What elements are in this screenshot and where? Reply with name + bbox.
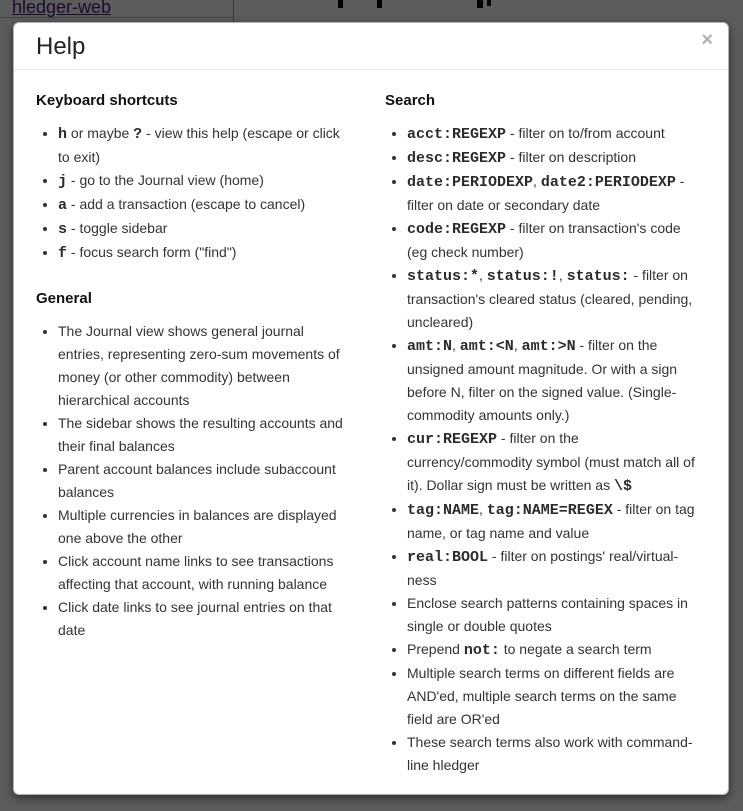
code-token: j xyxy=(58,173,68,190)
text-run: - view this help (escape or click to exit) xyxy=(58,125,340,165)
search-list xyxy=(385,122,710,777)
text-run: , xyxy=(533,173,541,189)
keyboard-shortcuts-list xyxy=(36,122,361,265)
list-item xyxy=(58,458,353,504)
list-item xyxy=(407,638,702,662)
text-run: These search terms also work with command-line hledger xyxy=(407,734,693,773)
list-item xyxy=(407,170,702,217)
general-heading: General xyxy=(36,290,92,307)
modal-header xyxy=(14,23,728,70)
code-token: date:PERIODEXP xyxy=(407,174,534,191)
list-item xyxy=(407,217,702,264)
code-token: desc:REGEXP xyxy=(407,150,507,167)
text-run: , xyxy=(479,267,487,283)
text-run: Enclose search patterns containing spaces in single or double quotes xyxy=(407,595,688,634)
code-token: s xyxy=(58,221,68,238)
column-left xyxy=(36,91,361,777)
text-run: The Journal view shows general journal entries, representing zero-sum movements of money (or other commodity) between hierarchical accounts xyxy=(58,323,340,408)
text-run: Prepend xyxy=(407,641,464,657)
text-run: - filter on date or secondary date xyxy=(407,173,685,213)
list-item xyxy=(58,241,353,265)
list-item xyxy=(58,169,353,193)
code-token: \$ xyxy=(613,478,632,495)
text-run: - filter on transaction's cleared status (cleared, pending, uncleared) xyxy=(407,267,693,330)
text-run: or maybe xyxy=(67,125,134,141)
modal-title: Help xyxy=(36,33,86,60)
list-item xyxy=(407,146,702,170)
column-right xyxy=(385,91,710,777)
text-run: The sidebar shows the resulting accounts and their final balances xyxy=(58,415,343,454)
list-item xyxy=(58,412,353,458)
text-run: - filter on tag name, or tag name and value xyxy=(407,501,695,541)
modal-body xyxy=(14,70,728,795)
text-run: - add a transaction (escape to cancel) xyxy=(67,196,306,212)
text-run: Click account name links to see transactions affecting that account, with running balance xyxy=(58,553,334,592)
code-token: ? xyxy=(133,126,143,143)
code-token: status: xyxy=(566,268,630,285)
list-item xyxy=(407,545,702,592)
code-token: a xyxy=(58,197,68,214)
code-token: date2:PERIODEXP xyxy=(540,174,676,191)
text-run: Parent account balances include subaccount balances xyxy=(58,461,336,500)
list-item xyxy=(58,596,353,642)
section-general xyxy=(36,289,361,642)
text-run: - filter on postings' real/virtual-ness xyxy=(407,548,679,588)
text-run: - go to the Journal view (home) xyxy=(67,172,264,188)
code-token: cur:REGEXP xyxy=(407,431,498,448)
text-run: , xyxy=(479,501,487,517)
list-item xyxy=(58,193,353,217)
text-run: Multiple search terms on different fields are AND'ed, multiple search terms on the same field are OR'ed xyxy=(407,665,677,727)
code-token: status:! xyxy=(486,268,559,285)
text-run: Multiple currencies in balances are displayed one above the other xyxy=(58,507,337,546)
list-item xyxy=(58,320,353,412)
code-token: code:REGEXP xyxy=(407,221,507,238)
text-run: Click date links to see journal entries on that date xyxy=(58,599,332,638)
text-run: , xyxy=(558,267,567,283)
text-run: to negate a search term xyxy=(499,641,652,657)
code-token: tag:NAME=REGEX xyxy=(486,502,613,519)
text-run: - filter on transaction's code (eg check number) xyxy=(407,220,681,260)
text-run: - filter on the currency/commodity symbol (must match all of it). Dollar sign must be written as xyxy=(407,430,695,493)
code-token: acct:REGEXP xyxy=(407,126,507,143)
list-item xyxy=(407,264,702,334)
list-item xyxy=(407,662,702,731)
code-token: status:* xyxy=(407,268,480,285)
section-search xyxy=(385,91,710,777)
text-run: - filter on the unsigned amount magnitude. Or with a sign before N, filter on the signed value. (Single-commodity amounts only.) xyxy=(407,337,678,423)
list-item xyxy=(58,504,353,550)
code-token: not: xyxy=(463,642,500,659)
text-run: , xyxy=(452,337,460,353)
list-item xyxy=(58,217,353,241)
section-keyboard-shortcuts xyxy=(36,91,361,265)
close-icon[interactable]: × xyxy=(701,29,713,51)
text-run: - filter on description xyxy=(506,149,636,165)
text-run: , xyxy=(513,337,522,353)
code-token: tag:NAME xyxy=(407,502,480,519)
list-item xyxy=(407,334,702,427)
general-list xyxy=(36,320,361,642)
list-item xyxy=(407,498,702,545)
search-heading: Search xyxy=(385,92,436,109)
text-run: - toggle sidebar xyxy=(67,220,168,236)
keyboard-shortcuts-heading: Keyboard shortcuts xyxy=(36,92,178,109)
help-modal xyxy=(13,22,729,795)
code-token: h xyxy=(58,126,68,143)
code-token: amt:>N xyxy=(521,338,576,355)
code-token: amt:N xyxy=(407,338,453,355)
list-item xyxy=(407,592,702,638)
text-run: - filter on to/from account xyxy=(506,125,665,141)
list-item xyxy=(407,427,702,498)
list-item xyxy=(58,122,353,169)
code-token: f xyxy=(58,245,68,262)
text-run: - focus search form ("find") xyxy=(67,244,237,260)
code-token: amt:<N xyxy=(459,338,514,355)
list-item xyxy=(407,731,702,777)
code-token: real:BOOL xyxy=(407,549,489,566)
list-item xyxy=(58,550,353,596)
list-item xyxy=(407,122,702,146)
